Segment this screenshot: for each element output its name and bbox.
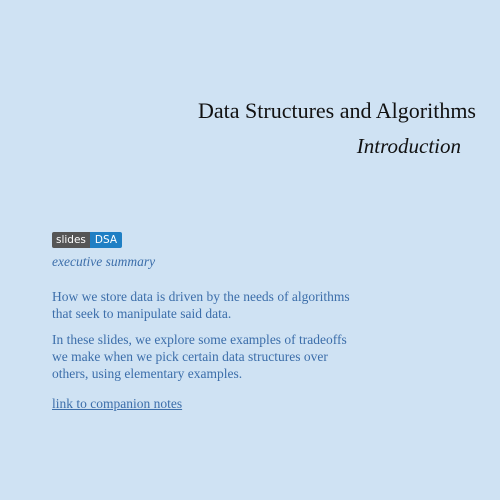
summary-paragraph-2: In these slides, we explore some examples of tradeoffs we make when we pick certain data structures over others, using elementary examples. bbox=[52, 332, 347, 381]
title-block bbox=[198, 96, 476, 161]
executive-summary-section bbox=[52, 228, 352, 412]
executive-summary-label: executive summary bbox=[52, 254, 156, 269]
summary-paragraph-1: How we store data is driven by the needs of algorithms that seek to manipulate said data. bbox=[52, 289, 350, 321]
badge-label-dsa: DSA bbox=[90, 232, 122, 248]
slide-subtitle: Introduction bbox=[356, 134, 461, 158]
companion-notes-link[interactable]: link to companion notes bbox=[52, 396, 183, 411]
badge-label-slides: slides bbox=[52, 232, 90, 248]
slide-title: Data Structures and Algorithms bbox=[197, 98, 476, 123]
slides-dsa-badge bbox=[52, 232, 122, 248]
